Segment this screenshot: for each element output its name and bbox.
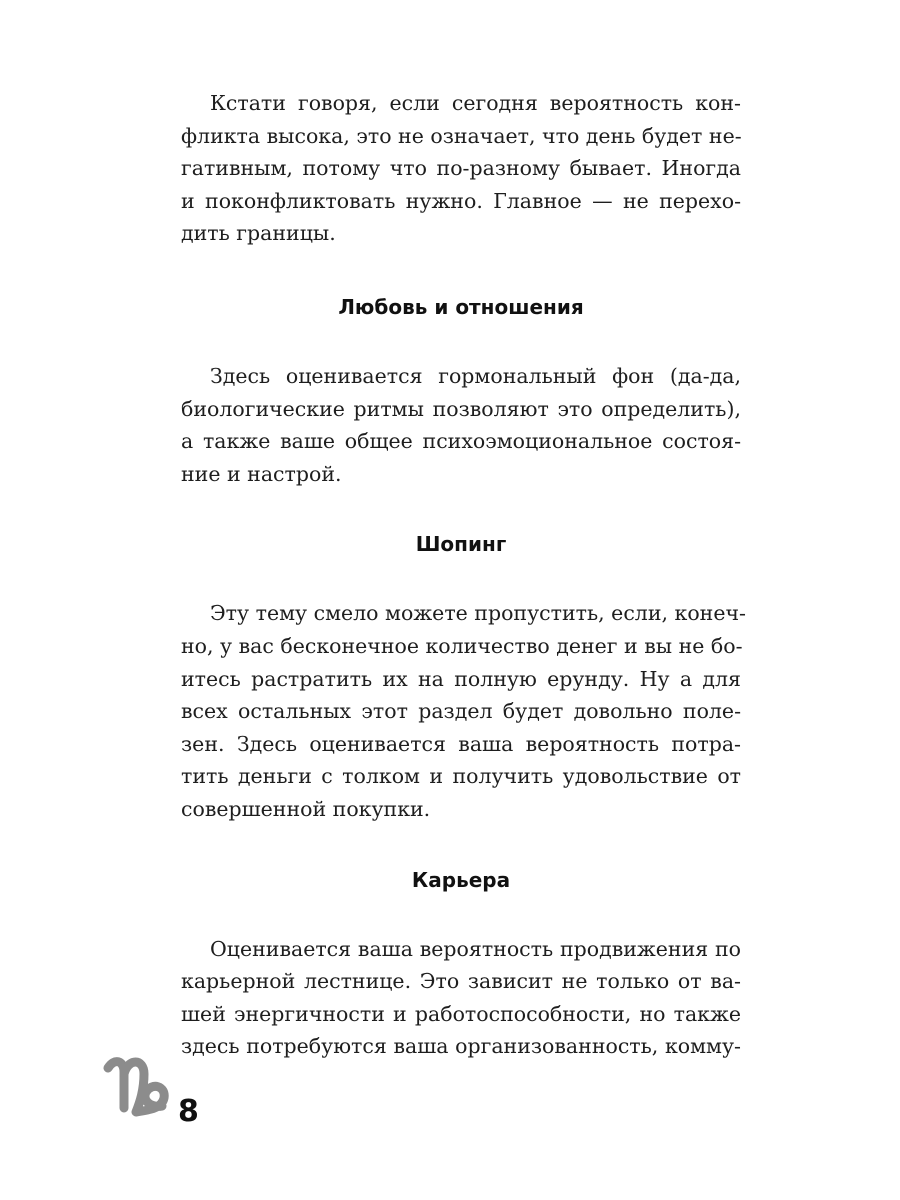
page-content xyxy=(181,87,746,1063)
text-line: здесь потребуются ваша организованность, комму- xyxy=(181,1034,741,1059)
text-line: карьерной лестнице. Это зависит не только от ва- xyxy=(181,969,741,994)
text-line: зен. Здесь оценивается ваша вероятность потра- xyxy=(181,731,741,756)
page-footer xyxy=(100,1050,220,1140)
text-line: шей энергичности и работоспособности, но также xyxy=(181,1001,741,1026)
text-line: дить границы. xyxy=(181,221,336,246)
heading-shopping: Шопинг xyxy=(415,532,507,557)
text-line: но, у вас бесконечное количество денег и вы не бо- xyxy=(181,633,743,658)
paragraph-shopping xyxy=(181,597,746,825)
text-line: итесь растратить их на полную ерунду. Ну а для xyxy=(181,666,741,691)
capricorn-icon xyxy=(100,1050,180,1130)
text-line: тить деньги с толком и получить удовольствие от xyxy=(181,764,741,789)
paragraph-love xyxy=(181,360,741,490)
text-line: Кстати говоря, если сегодня вероятность кон- xyxy=(210,91,741,115)
text-line: биологические ритмы позволяют это определить), xyxy=(181,396,741,421)
text-line: Эту тему смело можете пропустить, если, конеч- xyxy=(210,601,746,626)
text-line: фликта высока, это не означает, что день будет не- xyxy=(181,123,742,148)
text-line: совершенной покупки. xyxy=(181,796,431,821)
text-line: всех остальных этот раздел будет довольно поле- xyxy=(181,699,741,724)
text-line: гативным, потому что по-разному бывает. Иногда xyxy=(181,156,741,181)
text-line: ние и настрой. xyxy=(181,461,342,486)
paragraph-intro xyxy=(181,87,741,250)
paragraph-career xyxy=(181,933,741,1063)
heading-love: Любовь и отношения xyxy=(338,294,584,319)
text-line: Здесь оценивается гормональный фон (да-да, xyxy=(210,363,741,388)
text-line: а также ваше общее психоэмоциональное состоя- xyxy=(181,429,741,454)
text-line: и поконфликтовать нужно. Главное — не перехо- xyxy=(181,188,741,213)
text-line: Оценивается ваша вероятность продвижения по xyxy=(210,936,741,961)
page-number: 8 xyxy=(178,1094,199,1129)
heading-career: Карьера xyxy=(411,867,511,892)
